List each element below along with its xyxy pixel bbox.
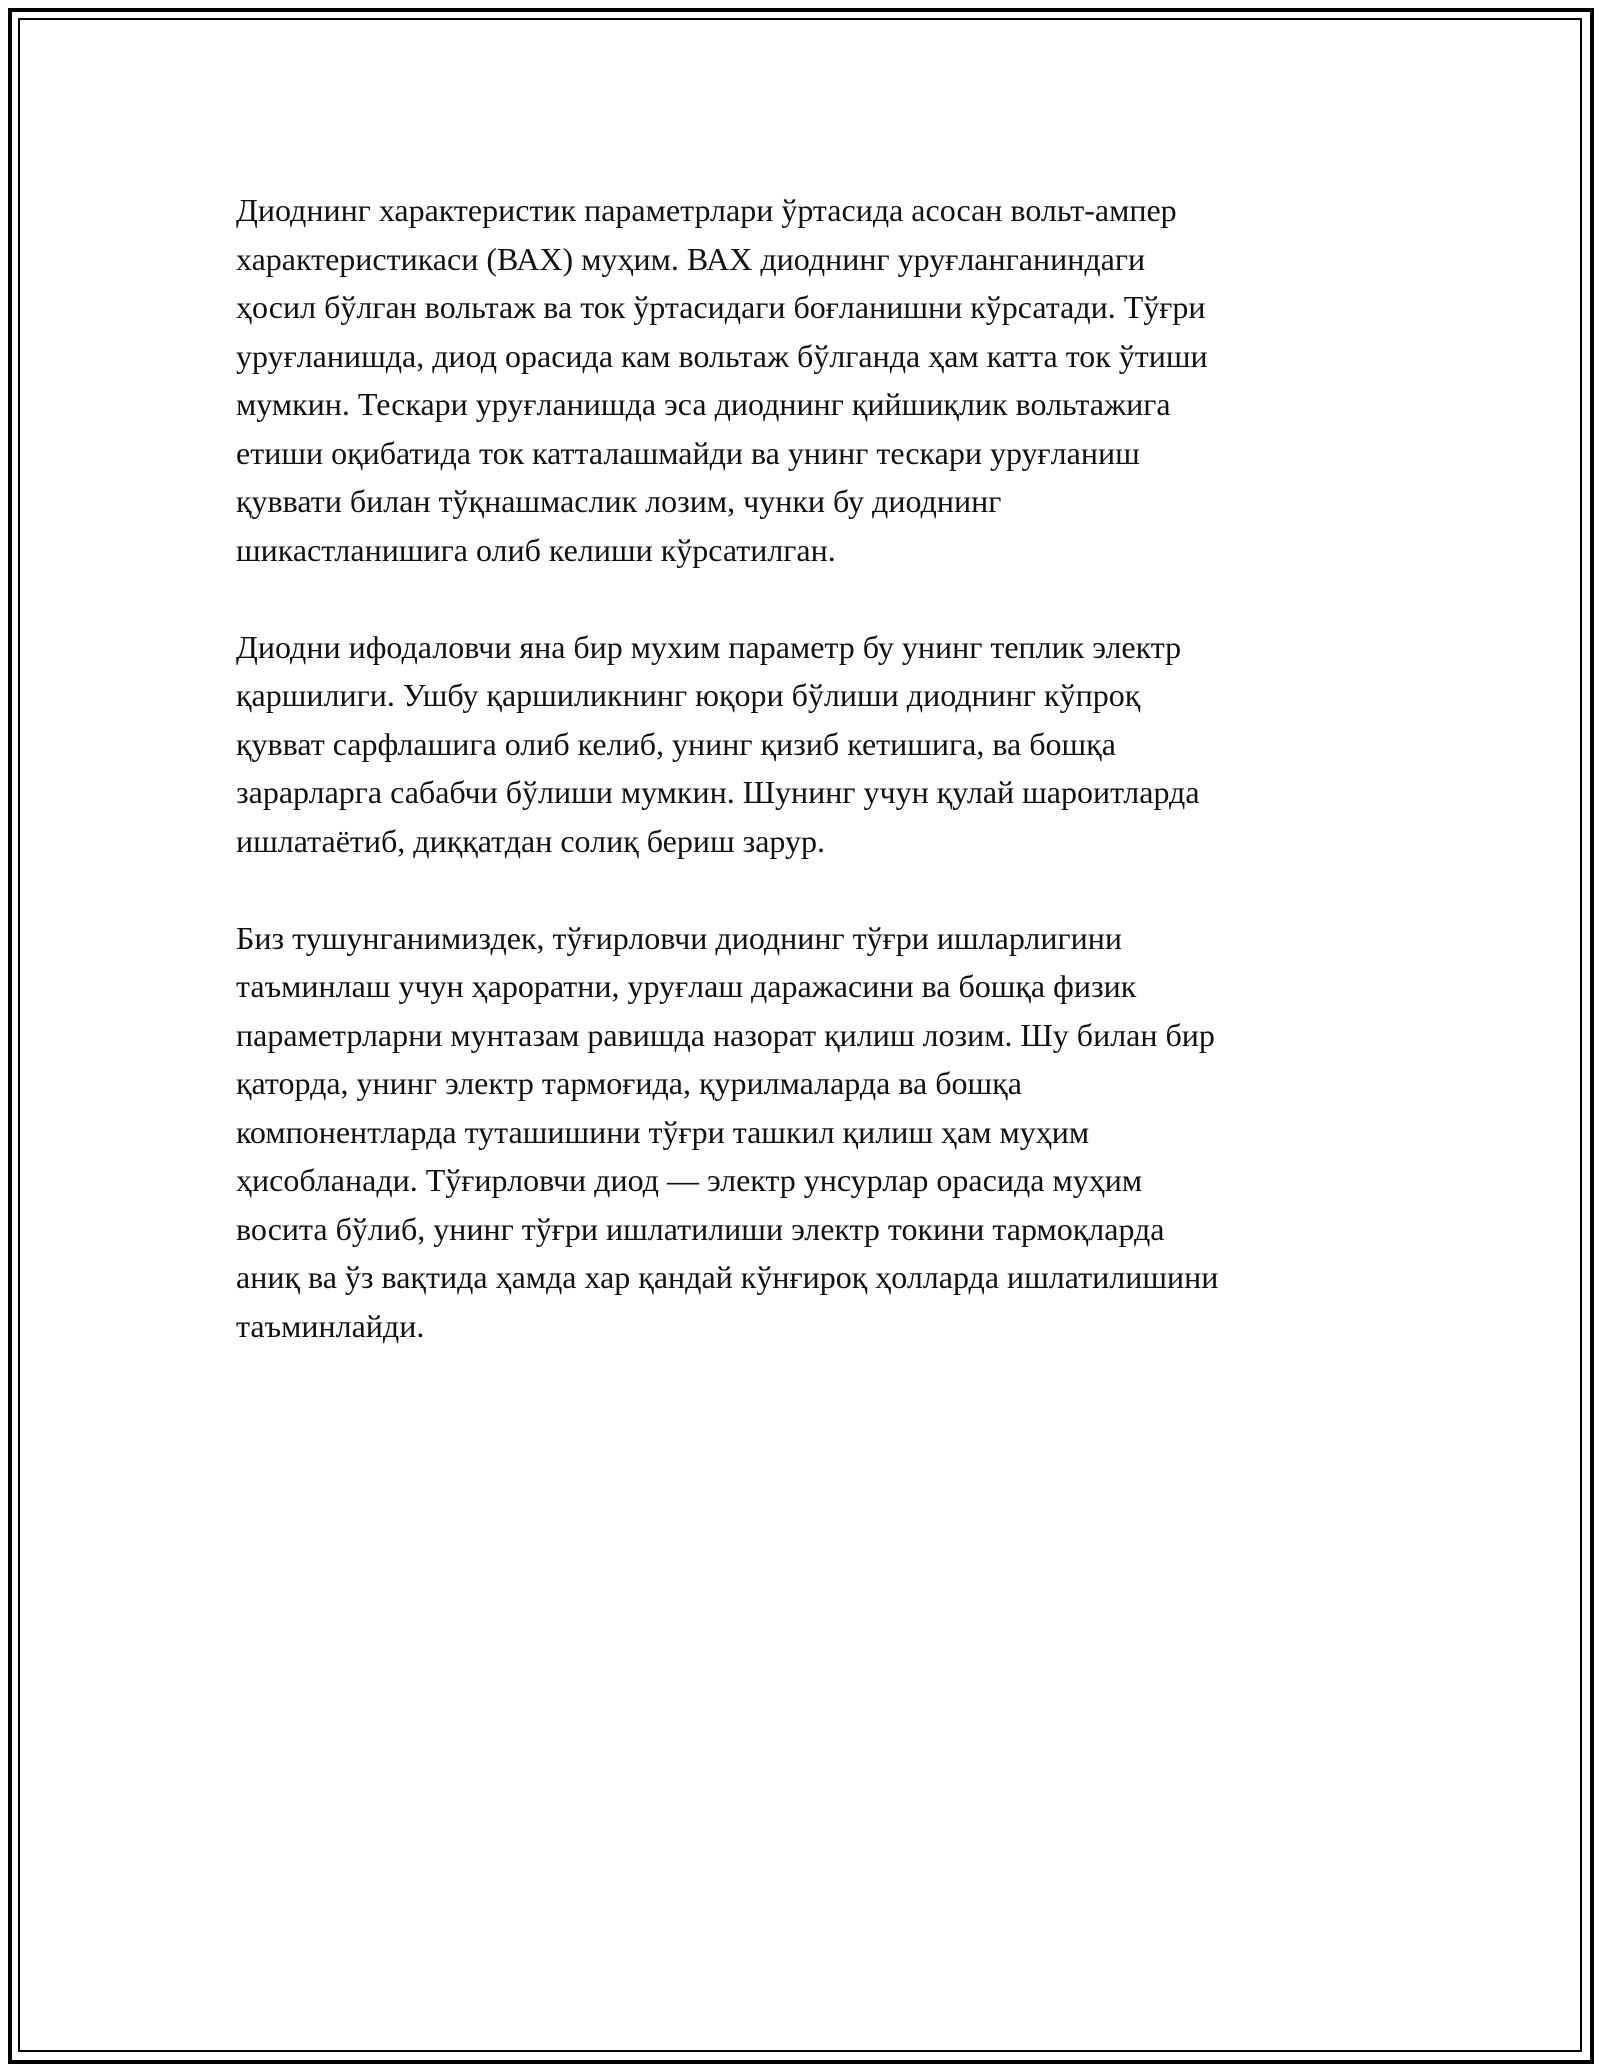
paragraph-2: Диодни ифодаловчи яна бир мухим параметр бу унинг теплик электр қаршилиги. Ушбу қаршиликнинг юқори бўлиши диоднинг кўпроқ қувват сарфлашига олиб келиб, унинг қизиб кетишига, ва бошқа зарарларга сабабчи бўлиши мумкин. Шунинг учун қулай шароитларда ишлатаётиб, диққатдан солиқ бериш зарур.: [236, 628, 1200, 859]
paragraph-3: Биз тушунганимиздек, тўғирловчи диоднинг тўғри ишларлигини таъминлаш учун ҳароратни, уруғлаш даражасини ва бошқа физик параметрларни мунтазам равишда назорат қилиш лозим. Шу билан бир қаторда, унинг электр тармоғида, қурилмаларда ва бошқа компонентларда туташишини тўғри ташкил қилиш ҳам муҳим ҳисобланади. Тўғирловчи диод — электр унсурлар орасида муҳим восита бўлиб, унинг тўғри ишлатилиши электр токини тармоқларда аниқ ва ўз вақтида ҳамда хар қандай кўнғироқ ҳолларда ишлатилишини таъминлайди.: [236, 919, 1219, 1344]
document-body: [236, 186, 1376, 1399]
paragraph-1: Диоднинг характеристик параметрлари ўртасида асосан вольт-ампер характеристикаси (ВАХ) муҳим. ВАХ диоднинг уруғланганиндаги ҳосил бўлган вольтаж ва ток ўртасидаги боғланишни кўрсатади. Тўғри уруғланишда, диод орасида кам вольтаж бўлганда ҳам катта ток ўтиши мумкин. Тескари уруғланишда эса диоднинг қийшиқлик вольтажига етиши оқибатида ток катталашмайди ва унинг тескари уруғланиш қуввати билан тўқнашмаслик лозим, чунки бу диоднинг шикастланишига олиб келиши кўрсатилган.: [236, 192, 1208, 568]
